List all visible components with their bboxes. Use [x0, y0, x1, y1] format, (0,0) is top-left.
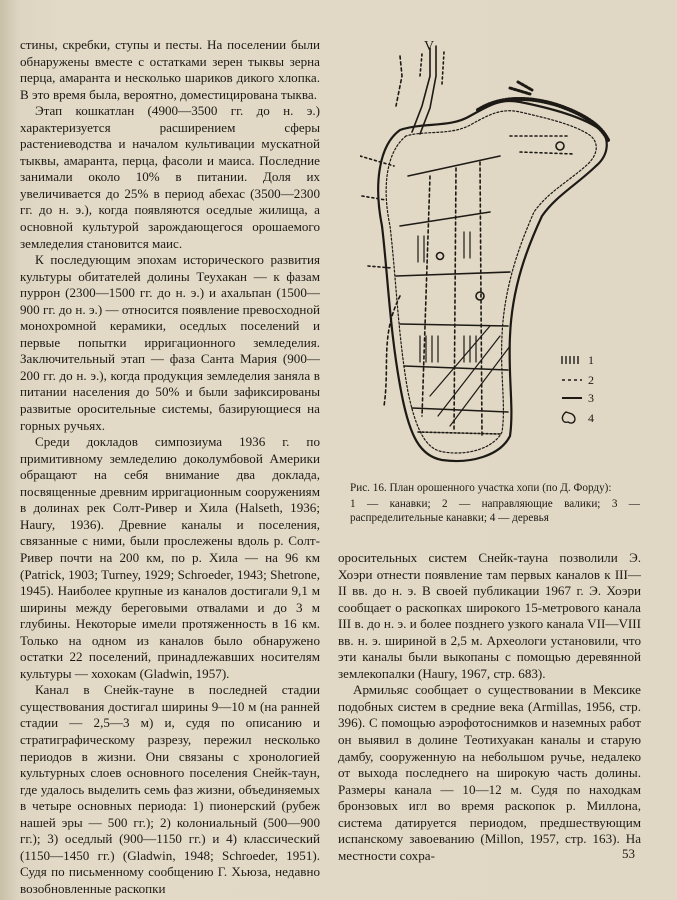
right-text-column	[338, 550, 641, 864]
legend-label-3: 3	[588, 391, 594, 405]
legend-item-3	[562, 391, 594, 405]
legend-label-2: 2	[588, 373, 594, 387]
paragraph: оросительных систем Снейк-тауна позволили Э. Хоэри отнести появление там первых каналов к III—II вв. до н. э. В своей публикации 1967 г. Э. Хоэри сообщает о раскопках широкого 15-метрового канала III в. до н. э. и более позднего узкого канала VII—VIII вв. н. э. шириной в 2,5 м. Археологи установили, что эти каналы были выкопаны с помощью деревянной землекопалки (Haury, 1967, стр. 683).	[338, 550, 641, 681]
paragraph: Этап кошкатлан (4900—3500 гг. до н. э.) характеризуется расширением сферы растениеводства и началом культивации мускатной тыквы, амаранта, перца, фасоли и маиса. Последние занимали около 10% в питании. Доля их увеличивается до 25% в период абехас (3500—2300 гг. до н. э.), когда появляются оседлые жилища, а основной культурой зарождающегося орошаемого земледелия становится маис.	[20, 103, 320, 251]
legend-label-4: 4	[588, 411, 594, 425]
legend-item-1	[562, 353, 594, 367]
caption-title: Рис. 16. План орошенного участка хопи (по Д. Форду):	[350, 482, 612, 494]
figure-caption	[350, 481, 640, 525]
paragraph: Среди докладов симпозиума 1936 г. по примитивному земледелию доколумбовой Америки обращают на себя внимание два доклада, посвященные древним ирригационным сооружениям в долинах рек Солт-Ривер и Хила (Halseth, 1936; Haury, 1936). Древние каналы и поселения, связанные с ними, были прослежены вдоль р. Солт-Ривер почти на 200 км, по р. Хила — на 96 км (Patrick, 1903; Turney, 1929; Schroeder, 1943; Shetrone, 1945). Наиболее крупные из каналов достигали 9,1 м ширины между береговыми отвалами и до 3 м глубины. Некоторые имели протяженность в 16 км. Только на одном из каналов было обнаружено остатки 22 поселений, принадлежавших носителям культуры — хохокам (Gladwin, 1957).	[20, 434, 320, 681]
paragraph: Канал в Снейк-тауне в последней стадии существования достигал ширины 9—10 м (на ранней стадии — 2,5—3 м) и, судя по описанию и стратиграфическому разрезу, пережил несколько периодов в жизни. Они связаны с хронологией культурных слоев основного поселения Снейк-таун, где удалось выделить семь фаз жизни, объединяемых в четыре основных периода: 1) пионерский (рубеж нашей эры — 500 гг.); 2) колониальный (500—900 гг.); 3) оседлый (900—1150 гг.) и 4) классический (1150—1450 гг.) (Gladwin, 1948; Schroeder, 1951). Судя по письменному сообщению Г. Хьюза, недавно возобновленные раскопки	[20, 682, 320, 896]
legend-label-1: 1	[588, 353, 594, 367]
tree-icon	[562, 412, 575, 423]
north-mark: V	[424, 39, 435, 54]
paragraph: Армильяс сообщает о существовании в Мексике подобных систем в средние века (Armillas, 1956, стр. 396). С помощью аэрофотоснимков и наземных работ он выявил в долине Теотихуакан каналы и старую дамбу, сооруженную на небольшом ручье, недалеко от выхода последнего на широкую часть долины. Размеры канала — 10—12 м. Судя по находкам бронзовых игл во время раскопок р. Миллона, система датируется периодом, предшествующим испанскому завоеванию (Millon, 1957, стр. 163). На местности сохра-	[338, 682, 641, 863]
legend-item-2	[562, 373, 594, 387]
page-number: 53	[622, 846, 635, 861]
figure-hopi-field-plan	[360, 36, 620, 476]
irrigation-plan-drawing	[360, 36, 620, 476]
caption-legend: 1 — канавки; 2 — направляющие валики; 3 — распределительные канавки; 4 — деревья	[350, 498, 640, 524]
paragraph: К последующим эпохам исторического развития культуры обитателей долины Теухакан — к фазам пуррон (2300—1500 гг. до н. э.) и ахальпан (1500—900 гг. до н. э.) — относится появление превосходной монохромной керамики, оседлых поселений и первые попытки ирригационного земледелия. Заключительный этап — фаза Санта Мария (900—200 гг. до н. э.), когда продукция земледелия заняла в питании населения до 50% и были зафиксированы развитые оросительные системы, базирующиеся на горных ручьях.	[20, 252, 320, 433]
paragraph: стины, скребки, ступы и песты. На поселении были обнаружены вместе с остатками зерен тыквы зерна перца, амаранта и несколько шариков дикого хлопка. В это время была, вероятно, доместицирована тыква.	[20, 37, 320, 102]
legend-item-4	[562, 411, 594, 425]
left-text-column	[20, 37, 320, 897]
